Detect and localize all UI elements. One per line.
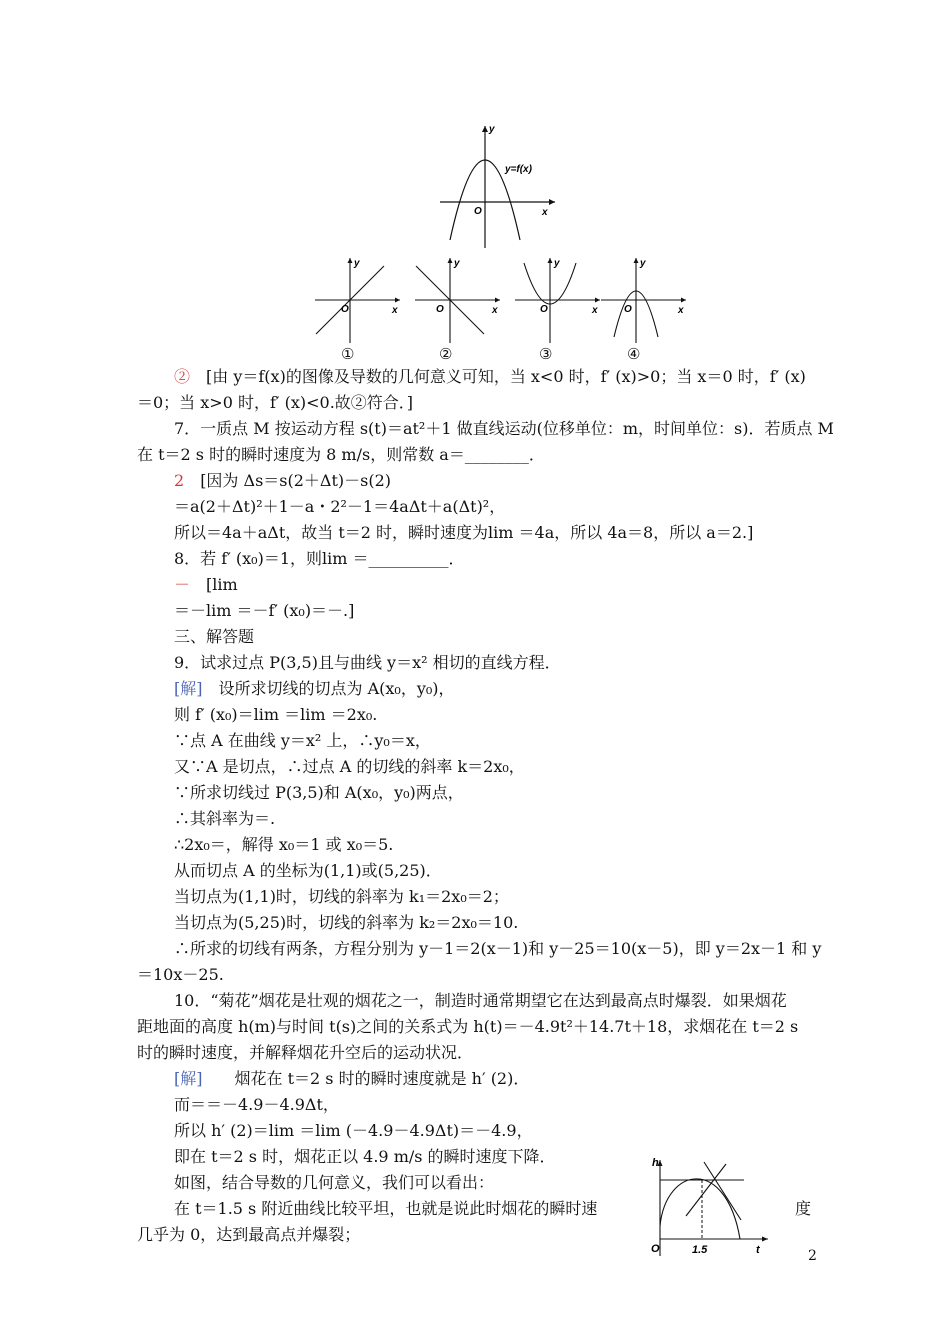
svg-text:1.5: 1.5 [692,1244,708,1256]
solution-9-line-10: 当切点为(5,25)时，切线的斜率为 k₂＝2x₀＝10. [174,913,519,932]
svg-text:O: O [341,304,349,315]
solution-10-line-1: [解] 烟花在 t＝2 s 时的瞬时速度就是 h′ (2)． [174,1069,530,1088]
solution-10-line-6: 在 t＝1.5 s 附近曲线比较平坦，也就是说此时烟花的瞬时速 [174,1199,598,1218]
answer-7-line-1: 2 [因为 Δs＝s(2＋Δt)－s(2) [174,471,392,490]
option-label-1: ① [341,345,355,363]
answer-8-line-1: － [lim [174,575,238,594]
question-10-line-2: 距地面的高度 h(m)与时间 t(s)之间的关系式为 h(t)＝－4.9t²＋14.7t＋18，求烟花在 t＝2 s [137,1017,799,1036]
question-9: 9．试求过点 P(3,5)且与曲线 y＝x² 相切的直线方程． [174,653,561,672]
option-graph-1 [312,255,404,351]
svg-text:y: y [640,258,646,269]
svg-text:y: y [554,258,560,269]
solution-9-line-4: 又∵A 是切点，∴过点 A 的切线的斜率 k＝2x₀， [174,757,525,776]
svg-text:y: y [454,258,460,269]
option-graph-3 [512,255,604,351]
top-y-label: y [489,124,495,135]
svg-text:O: O [651,1243,660,1255]
svg-text:h: h [652,1157,659,1169]
solution-9-line-5: ∵所求切线过 P(3,5)和 A(x₀，y₀)两点， [174,783,464,802]
solution-9-line-1: [解] 设所求切线的切点为 A(x₀，y₀)， [174,679,455,698]
solution-9-line-9: 当切点为(1,1)时，切线的斜率为 k₁＝2x₀＝2； [174,887,509,906]
question-10-line-3: 时的瞬时速度，并解释烟花升空后的运动状况． [137,1043,474,1062]
solution-9-line-8: 从而切点 A 的坐标为(1,1)或(5,25)． [174,861,442,880]
top-x-label: x [542,207,548,218]
top-graph-figure [430,120,560,254]
solution-9-line-12: ＝10x－25. [137,965,224,984]
solution-10-line-3: 所以 h′ (2)＝lim ＝lim (－4.9－4.9Δt)＝－4.9， [174,1121,533,1140]
answer-6-choice: ② [174,367,191,386]
svg-text:x: x [678,305,684,316]
solution-9-line-7: ∴2x₀＝，解得 x₀＝1 或 x₀＝5. [174,835,394,854]
page-number: 2 [808,1248,817,1264]
answer-6-line-1: ② [由 y＝f(x)的图像及导数的几何意义可知，当 x<0 时，f′ (x)>0；当 x＝0 时，f′ (x) [174,367,806,386]
solution-10-line-5: 如图，结合导数的几何意义，我们可以看出： [174,1173,495,1192]
top-curve-label: y=f(x) [505,164,532,175]
solution-9-tag: [解] [174,679,203,698]
svg-text:y: y [354,258,360,269]
svg-text:t: t [756,1244,760,1256]
solution-9-line-6: ∴其斜率为＝. [174,809,276,828]
solution-9-line-11: ∴所求的切线有两条，方程分别为 y－1＝2(x－1)和 y－25＝10(x－5)，即 y＝2x－1 和 y [174,939,822,958]
solution-10-line-2: 而＝＝－4.9－4.9Δt， [174,1095,339,1114]
answer-7-value: 2 [174,471,185,490]
solution-10-line-7: 几乎为 0，达到最高点并爆裂； [137,1225,361,1244]
svg-text:x: x [592,305,598,316]
option-graph-4 [598,255,690,351]
solution-9-line-2: 则 f′ (x₀)＝lim ＝lim ＝2x₀. [174,705,378,724]
solution-10-trailing-char: 度 [795,1199,812,1218]
question-8: 8．若 f′ (x₀)＝1，则lim ＝__________． [174,549,465,568]
solution-9-line-3: ∵点 A 在曲线 y＝x² 上，∴y₀＝x， [174,731,431,750]
svg-text:O: O [624,304,632,315]
question-7-line-1: 7．一质点 M 按运动方程 s(t)＝at²＋1 做直线运动(位移单位：m，时间单位：s)．若质点 M [174,419,834,438]
solution-10-tag: [解] [174,1069,203,1088]
svg-text:x: x [392,305,398,316]
question-7-line-2: 在 t＝2 s 时的瞬时速度为 8 m/s，则常数 a＝________． [137,445,545,464]
svg-text:O: O [540,304,548,315]
answer-7-line-2: ＝a(2＋Δt)²＋1－a・2²－1＝4aΔt＋a(Δt)²， [174,497,506,516]
option-graph-2 [412,255,504,351]
question-10-line-1: 10．“菊花”烟花是壮观的烟花之一，制造时通常期望它在达到最高点时爆裂．如果烟花 [174,991,787,1010]
answer-8-value: － [174,575,191,594]
top-origin: O [474,206,482,217]
svg-text:O: O [436,304,444,315]
answer-7-line-3: 所以＝4a＋aΔt，故当 t＝2 时，瞬时速度为lim ＝4a，所以 4a＝8，所以 a＝2.] [174,523,754,542]
option-label-3: ③ [539,345,553,363]
section-heading: 三、解答题 [174,627,255,646]
svg-text:x: x [492,305,498,316]
height-time-figure [646,1156,776,1264]
option-label-2: ② [439,345,453,363]
answer-6-line-2: ＝0；当 x>0 时，f′ (x)<0.故②符合．] [137,393,414,412]
solution-10-line-4: 即在 t＝2 s 时，烟花正以 4.9 m/s 的瞬时速度下降． [174,1147,556,1166]
option-label-4: ④ [627,345,641,363]
answer-8-line-2: ＝－lim ＝－f′ (x₀)＝－.] [174,601,355,620]
